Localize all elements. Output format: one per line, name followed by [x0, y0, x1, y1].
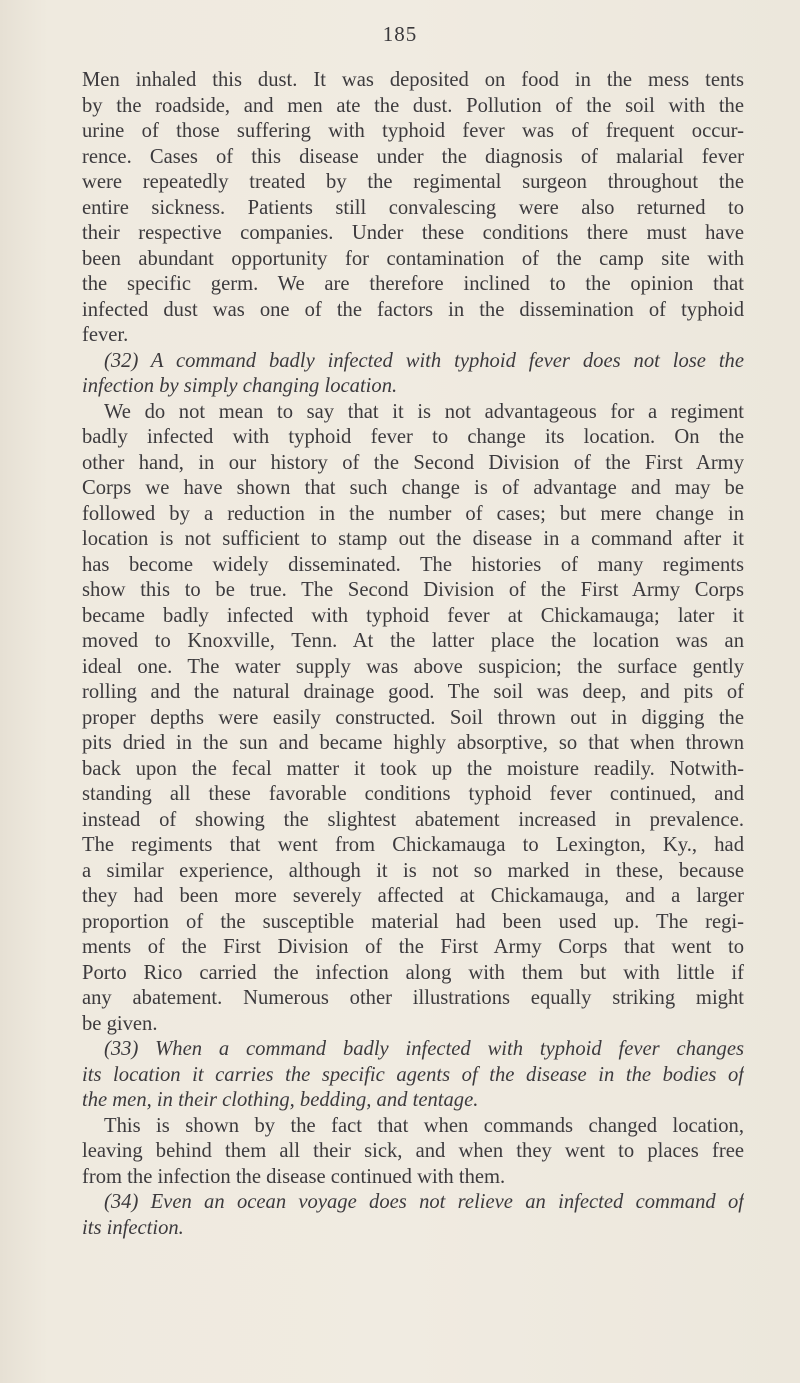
text-line: We do not mean to say that it is not advantageous for a regiment: [104, 400, 744, 423]
body-text: [82, 68, 744, 1241]
text-line: been abundant opportunity for contamination of the camp site with: [82, 247, 744, 270]
text-line: Porto Rico carried the infection along with them but with little if: [82, 961, 744, 984]
text-line: proportion of the susceptible material had been used up. The regi-: [82, 910, 744, 933]
text-line: by the roadside, and men ate the dust. Pollution of the soil with the: [82, 94, 744, 117]
text-line: moved to Knoxville, Tenn. At the latter place the location was an: [82, 630, 744, 652]
text-line: entire sickness. Patients still convalescing were also returned to: [82, 196, 744, 219]
text-line: standing all these favorable conditions typhoid fever continued, and: [82, 783, 744, 805]
text-line: rence. Cases of this disease under the diagnosis of malarial fever: [82, 145, 744, 168]
page-number: 185: [382, 22, 418, 46]
text-line: (32) A command badly infected with typhoid fever does not lose the: [104, 349, 744, 372]
text-line: badly infected with typhoid fever to change its location. On the: [82, 426, 744, 448]
text-line: rolling and the natural drainage good. The soil was deep, and pits of: [82, 681, 744, 703]
text-line: location is not sufficient to stamp out the disease in a command after it: [82, 528, 744, 550]
text-line: urine of those suffering with typhoid fever was of frequent occur-: [82, 120, 744, 142]
text-line: any abatement. Numerous other illustrations equally striking might: [82, 987, 744, 1009]
text-line: infected dust was one of the factors in the dissemination of typhoid: [82, 298, 744, 321]
text-line: This is shown by the fact that when commands changed location,: [104, 1114, 744, 1137]
text-line: the men, in their clothing, bedding, and tentage.: [82, 1089, 479, 1111]
text-line: their respective companies. Under these conditions there must have: [82, 222, 744, 244]
text-line: were repeatedly treated by the regimental surgeon throughout the: [82, 171, 744, 193]
text-line: instead of showing the slightest abatement increased in prevalence.: [82, 808, 744, 831]
text-line: ideal one. The water supply was above suspicion; the surface gently: [82, 655, 744, 678]
text-line: proper depths were easily constructed. Soil thrown out in digging the: [82, 706, 744, 729]
text-line: leaving behind them all their sick, and when they went to places free: [82, 1140, 744, 1162]
text-line: pits dried in the sun and became highly absorptive, so that when thrown: [82, 732, 744, 754]
text-line: its location it carries the specific agents of the disease in the bodies of: [82, 1063, 744, 1086]
text-line: other hand, in our history of the Second Division of the First Army: [82, 451, 744, 474]
text-line: from the infection the disease continued with them.: [82, 1165, 506, 1188]
text-line: they had been more severely affected at Chickamauga, and a larger: [82, 885, 744, 907]
text-line: a similar experience, although it is not so marked in these, because: [82, 859, 744, 882]
text-line: (34) Even an ocean voyage does not relieve an infected command of: [104, 1191, 744, 1213]
text-line: be given.: [82, 1012, 158, 1035]
text-line: fever.: [82, 324, 129, 346]
text-line: became badly infected with typhoid fever at Chickamauga; later it: [82, 604, 744, 627]
text-line: back upon the fecal matter it took up the moisture readily. Notwith-: [82, 757, 744, 780]
text-line: has become widely disseminated. The histories of many regiments: [82, 553, 744, 576]
text-line: infection by simply changing location.: [82, 375, 398, 397]
text-line: show this to be true. The Second Division of the First Army Corps: [82, 579, 744, 601]
text-line: ments of the First Division of the First Army Corps that went to: [82, 936, 744, 958]
text-line: Men inhaled this dust. It was deposited on food in the mess tents: [82, 69, 744, 91]
text-line: The regiments that went from Chickamauga to Lexington, Ky., had: [82, 834, 744, 856]
text-line: (33) When a command badly infected with typhoid fever changes: [104, 1038, 744, 1060]
text-line: followed by a reduction in the number of cases; but mere change in: [82, 502, 744, 525]
text-line: its infection.: [82, 1216, 184, 1239]
text-line: the specific germ. We are therefore inclined to the opinion that: [82, 273, 744, 295]
text-line: Corps we have shown that such change is of advantage and may be: [82, 477, 744, 499]
